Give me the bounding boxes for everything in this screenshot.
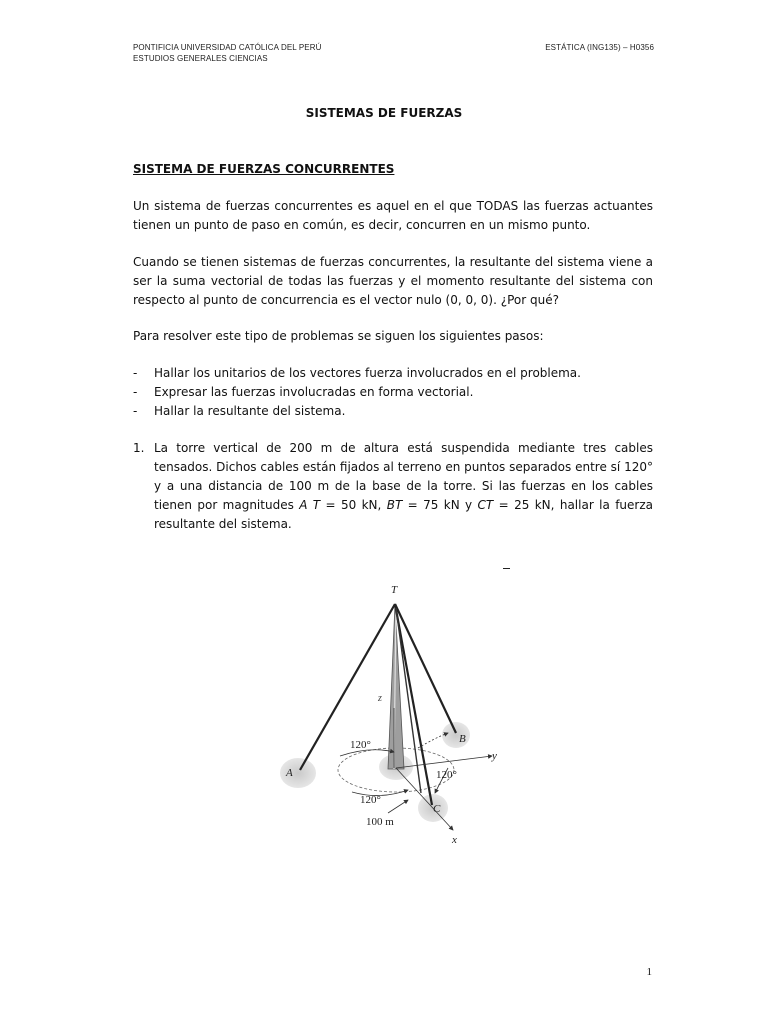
label-x: x	[452, 834, 457, 846]
cable-a	[300, 604, 395, 770]
label-t: T	[391, 584, 398, 596]
section-title: SISTEMA DE FUERZAS CONCURRENTES	[133, 162, 395, 176]
force-label-at: A T	[299, 498, 321, 512]
force-label-ct: CT	[477, 498, 494, 512]
problem-1	[133, 439, 653, 534]
steps-list	[133, 364, 653, 421]
step-text: Hallar los unitarios de los vectores fuerza involucrados en el problema.	[154, 366, 581, 380]
header-institution	[133, 42, 321, 64]
label-c: C	[433, 803, 441, 815]
paragraph-definition: Un sistema de fuerzas concurrentes es aquel en el que TODAS las fuerzas actuantes tienen un punto de paso en común, es decir, concurren en un mismo punto.	[133, 199, 653, 232]
problem-number: 1.	[133, 441, 145, 455]
tower-diagram	[270, 578, 510, 850]
angle-label: 120°	[360, 794, 381, 806]
list-item: - Hallar los unitarios de los vectores fuerza involucrados en el problema.	[133, 366, 581, 380]
label-a: A	[286, 767, 293, 779]
step-text: Expresar las fuerzas involucradas en forma vectorial.	[154, 385, 474, 399]
label-z: z	[378, 693, 382, 704]
anchor-b-blob	[442, 722, 470, 748]
header-university: PONTIFICIA UNIVERSIDAD CATÓLICA DEL PERÚ	[133, 43, 322, 52]
paragraph-resultant: Cuando se tienen sistemas de fuerzas concurrentes, la resultante del sistema viene a ser la suma vectorial de todas las fuerzas y el momento resultante del sistema con respecto al punto de concurrencia es el vector nulo (0, 0, 0). ¿Por qué?	[133, 255, 653, 307]
label-y: y	[492, 750, 497, 762]
document-title: SISTEMAS DE FUERZAS	[305, 106, 463, 120]
list-item: - Expresar las fuerzas involucradas en forma vectorial.	[133, 385, 474, 399]
header-course: ESTÁTICA (ING135) – H0356	[545, 43, 654, 52]
list-item: - Hallar la resultante del sistema.	[133, 404, 346, 418]
problem-statement: La torre vertical de 200 m de altura está suspendida mediante tres cables tensados. Dichos cables están fijados al terreno en puntos separados entre sí 120° y a una distancia de 100 m de la base de la torre. Si las fuerzas en los cables tienen por magnitudes A T = 50 kN, BT = 75 kN y CT = 25 kN, hallar la fuerza resultante del sistema.	[154, 441, 654, 531]
header-faculty: ESTUDIOS GENERALES CIENCIAS	[133, 54, 268, 63]
step-text: Hallar la resultante del sistema.	[154, 404, 346, 418]
force-label-bt: BT	[386, 498, 403, 512]
label-b: B	[459, 733, 466, 745]
distance-label: 100 m	[366, 816, 394, 828]
paragraph-steps-intro: Para resolver este tipo de problemas se siguen los siguientes pasos:	[133, 329, 544, 343]
stray-mark	[503, 568, 510, 569]
page-number: 1	[646, 966, 652, 978]
angle-label: 120°	[436, 769, 457, 781]
angle-label: 120°	[350, 739, 371, 751]
